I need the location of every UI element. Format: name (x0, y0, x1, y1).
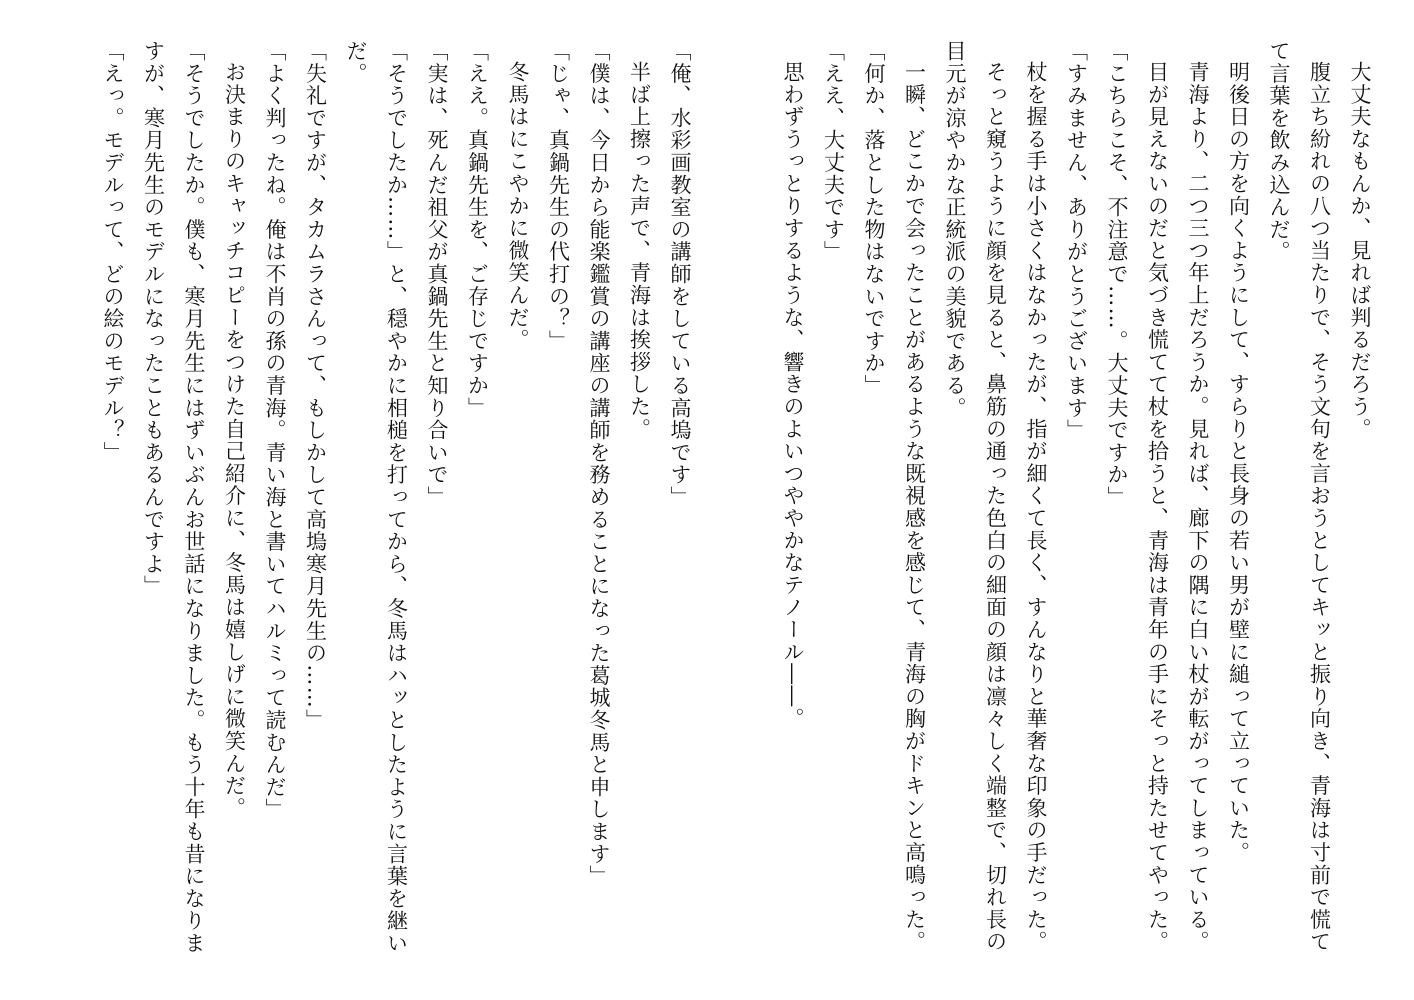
paragraph: 「ええ。真鍋先生を、ご存じですか」 (465, 40, 490, 420)
paragraph: 「そうでしたか。僕も、寒月先生にはずいぶんお世話になりました。もう十年も昔になりますが、寒月先生のモデルになったこともあるんですよ」 (141, 40, 206, 955)
paragraph: 「すみません、ありがとうございます」 (1064, 40, 1089, 442)
paragraph: 「えっ。モデルって、どの絵のモデル？」 (101, 40, 125, 464)
paragraph: 大丈夫なもんか、見れば判るだろう。 (1348, 61, 1372, 441)
paragraph: 「何か、落とした物はないですか」 (862, 40, 886, 397)
paragraph: 思わずうっとりするような、響きのよいつややかなテノール――。 (781, 61, 805, 730)
paragraph: 「ええ、大丈夫です」 (821, 40, 846, 263)
paragraph: 冬馬はにこやかに微笑んだ。 (506, 61, 530, 351)
paragraph: 「失礼ですが、タカムラさんって、もしかして高塢寒月先生の……」 (303, 40, 328, 732)
right-page-text (760, 40, 1380, 960)
paragraph: 一瞬、どこかで会ったことがあるような既視感を感じて、青海の胸がドキンと高鳴った。 (902, 61, 927, 953)
paragraph: 目が見えないのだと気づき慌てて杖を拾うと、青海は青年の手にそっと持たせてやった。 (1145, 61, 1170, 953)
left-page-text (60, 40, 700, 960)
paragraph: そっと窺うように顔を見ると、鼻筋の通った色白の細面の顔は凛々しく端整で、切れ長の目元が涼やかな正統派の美貌である。 (943, 40, 1008, 953)
paragraph: 「よく判ったね。俺は不肖の孫の青海。青い海と書いてハルミって読むんだ」 (263, 40, 287, 821)
paragraph: 明後日の方を向くようにして、すらりと長身の若い男が壁に縋って立っていた。 (1226, 61, 1251, 864)
paragraph: 杖を握る手は小さくはなかったが、指が細くて長く、すんなりと華奢な印象の手だった。 (1024, 61, 1048, 953)
left-page (60, 40, 700, 980)
paragraph: 半ば上擦った声で、青海は挨拶した。 (627, 61, 652, 441)
paragraph: 「こちらこそ、不注意で……。大丈夫ですか」 (1105, 40, 1129, 509)
paragraph: 「そうでしたか……」と、穏やかに相槌を打ってから、冬馬はハッとしたように言葉を継いだ。 (344, 40, 409, 955)
paragraph: 青海より、二つ三つ年上だろうか。見れば、廊下の隅に白い杖が転がってしまっている。 (1186, 61, 1210, 953)
right-page (760, 40, 1380, 980)
paragraph: お決まりのキャッチコピーをつけた自己紹介に、冬馬は嬉しげに微笑んだ。 (222, 61, 247, 820)
paragraph: 「じゃ、真鍋先生の代打の？」 (546, 40, 571, 353)
paragraph: 腹立ち紛れの八つ当たりで、そう文句を言おうとしてキッと振り向き、青海は寸前で慌てて言葉を飲み込んだ。 (1267, 40, 1332, 953)
paragraph: 「実は、死んだ祖父が真鍋先生と知り合いで」 (425, 40, 449, 509)
paragraph: 「僕は、今日から能楽鑑賞の講座の講師を務めることになった葛城冬馬と申します」 (587, 40, 611, 888)
paragraph: 「俺、水彩画教室の講師をしている高塢です」 (668, 40, 692, 509)
